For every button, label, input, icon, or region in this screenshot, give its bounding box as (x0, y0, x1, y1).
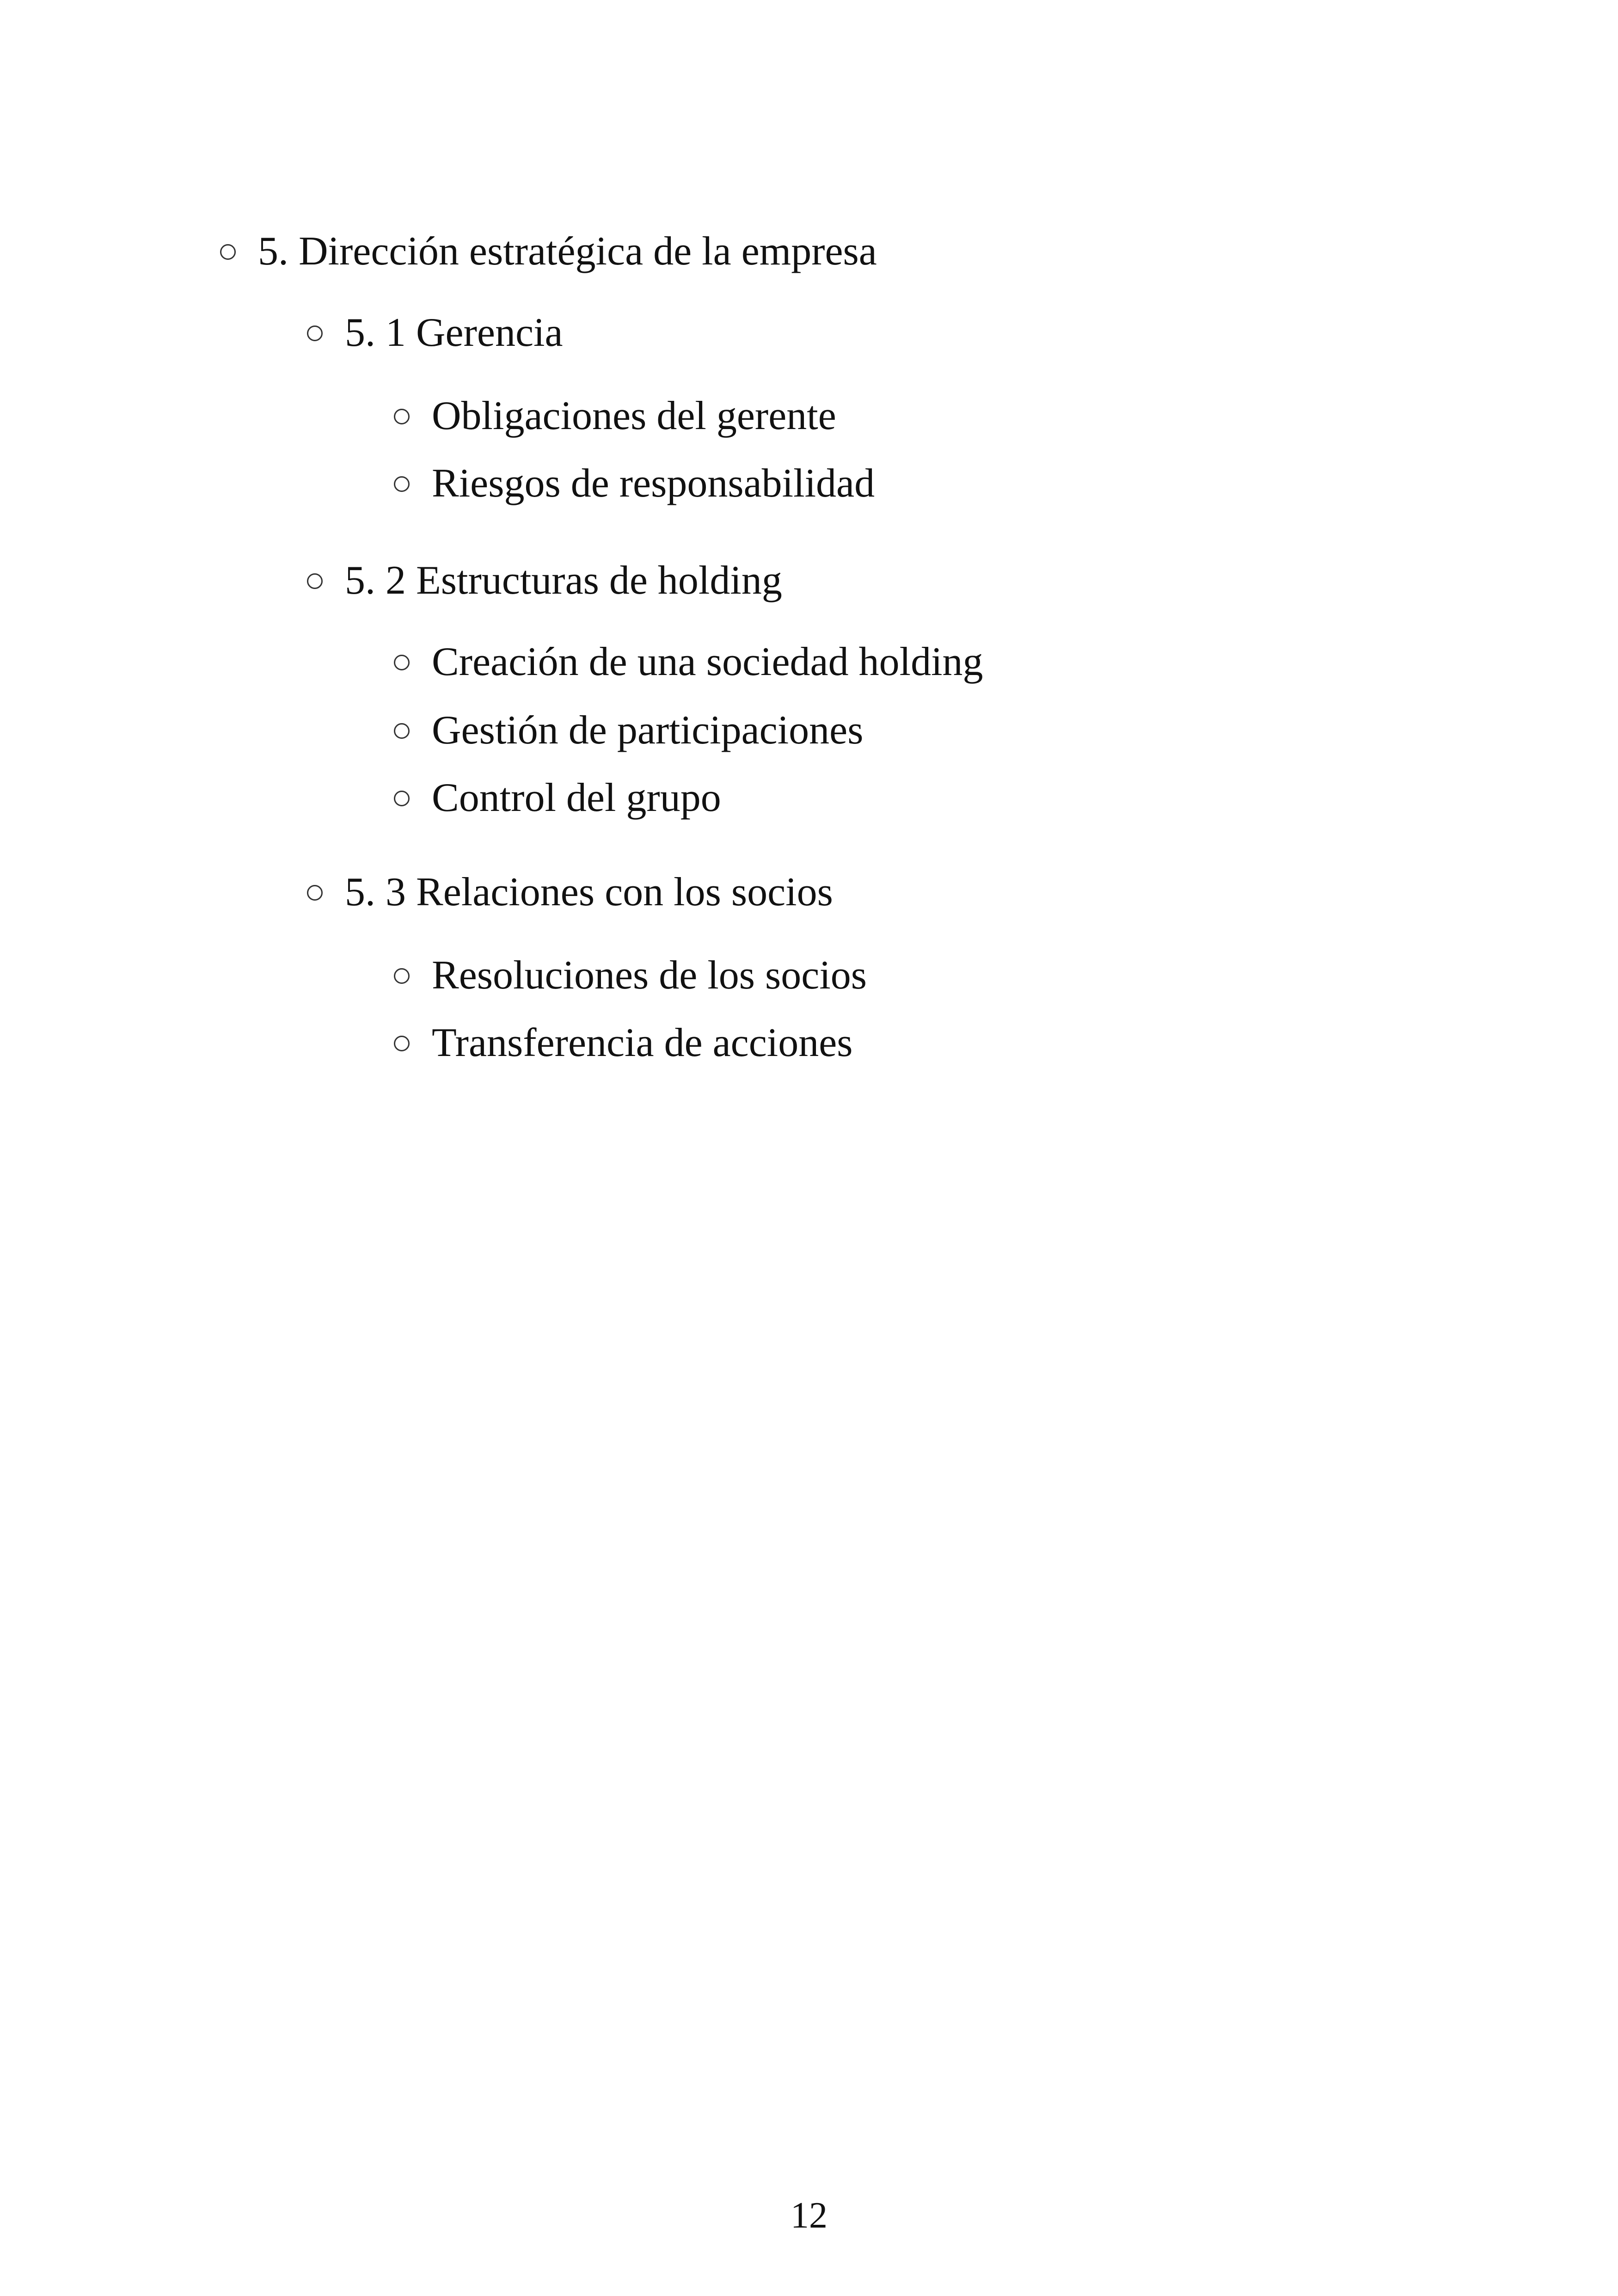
outline-section (220, 231, 877, 272)
outline-item (394, 639, 983, 684)
outline-subsection (307, 560, 782, 601)
item-text: Creación de una sociedad holding (432, 639, 983, 684)
hollow-circle-bullet-icon (307, 885, 323, 901)
subsection-title: 5. 3 Relaciones con los socios (345, 870, 833, 915)
outline-subsection (307, 310, 563, 355)
item-text: Resoluciones de los socios (432, 953, 867, 998)
item-text: Obligaciones del gerente (432, 393, 836, 438)
outline-subsection (307, 872, 833, 913)
outline-item (394, 463, 875, 504)
outline-item (394, 1020, 853, 1065)
hollow-circle-bullet-icon (307, 573, 323, 589)
subsection-title: 5. 2 Estructuras de holding (345, 558, 782, 603)
hollow-circle-bullet-icon (394, 968, 410, 984)
outline-item (394, 710, 863, 751)
hollow-circle-bullet-icon (307, 325, 323, 341)
item-text: Transferencia de acciones (432, 1020, 853, 1065)
hollow-circle-bullet-icon (394, 476, 410, 492)
item-text: Control del grupo (432, 775, 721, 820)
hollow-circle-bullet-icon (394, 409, 410, 424)
hollow-circle-bullet-icon (394, 723, 410, 739)
section-title: 5. Dirección estratégica de la empresa (258, 229, 877, 274)
outline-item (394, 955, 867, 996)
subsection-title: 5. 1 Gerencia (345, 310, 563, 355)
item-text: Gestión de participaciones (432, 708, 864, 753)
hollow-circle-bullet-icon (394, 1036, 410, 1051)
page-number: 12 (791, 2195, 827, 2236)
hollow-circle-bullet-icon (394, 791, 410, 806)
item-text: Riesgos de responsabilidad (432, 461, 875, 506)
outline-item (394, 775, 721, 820)
hollow-circle-bullet-icon (394, 655, 410, 670)
hollow-circle-bullet-icon (220, 244, 236, 260)
outline-item (394, 393, 836, 438)
